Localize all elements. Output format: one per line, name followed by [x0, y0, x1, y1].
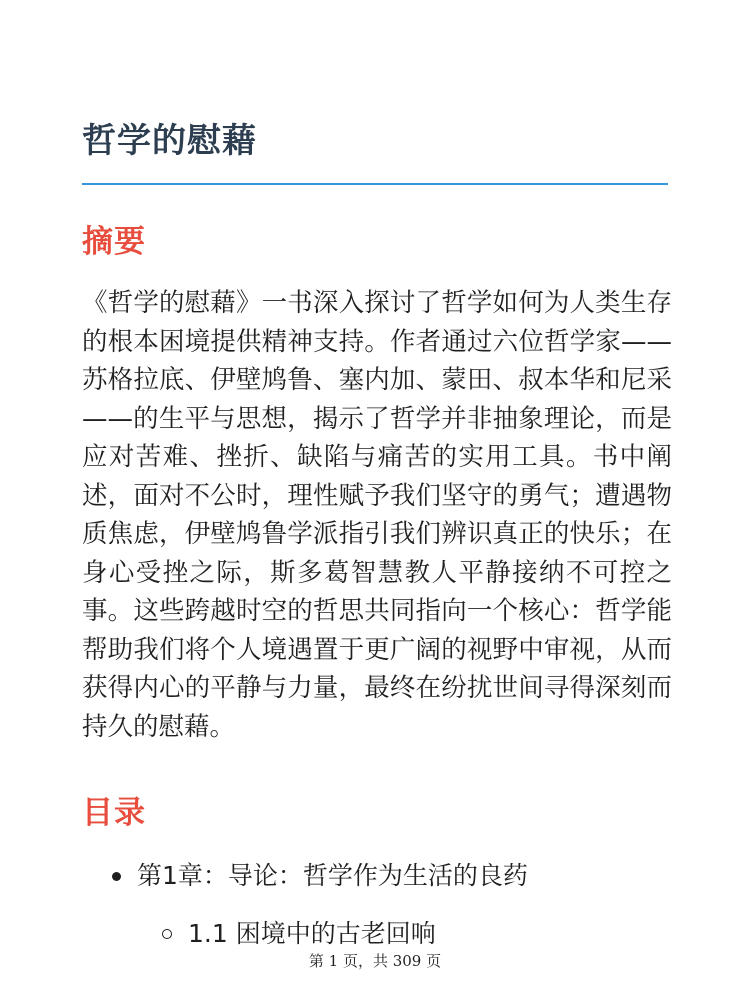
toc-item-section-1-1[interactable] — [162, 917, 436, 951]
toc-item-label: 1.1 困境中的古老回响 — [188, 919, 436, 948]
toc-heading: 目录 — [82, 795, 146, 831]
toc-item-label: 第1章：导论：哲学作为生活的良药 — [137, 861, 528, 890]
page-title: 哲学的慰藉 — [82, 121, 257, 161]
bullet-disc-icon — [112, 872, 121, 881]
summary-heading: 摘要 — [82, 224, 146, 260]
summary-paragraph: 《哲学的慰藉》一书深入探讨了哲学如何为人类生存的根本困境提供精神支持。作者通过六位哲学家——苏格拉底、伊壁鸠鲁、塞内加、蒙田、叔本华和尼采——的生平与思想，揭示了哲学并非抽象理论，而是应对苦难、挫折、缺陷与痛苦的实用工具。书中阐述，面对不公时，理性赋予我们坚守的勇气；遭遇物质焦虑，伊壁鸠鲁学派指引我们辨识真正的快乐；在身心受挫之际，斯多葛智慧教人平静接纳不可控之事。这些跨越时空的哲思共同指向一个核心：哲学能帮助我们将个人境遇置于更广阔的视野中审视，从而获得内心的平静与力量，最终在纷扰世间寻得深刻而持久的慰藉。 — [82, 288, 672, 742]
toc-item-chapter-1[interactable] — [112, 859, 528, 893]
bullet-circle-icon — [162, 929, 172, 939]
page-footer: 第 1 页，共 309 页 — [308, 952, 442, 970]
title-divider — [82, 183, 668, 185]
